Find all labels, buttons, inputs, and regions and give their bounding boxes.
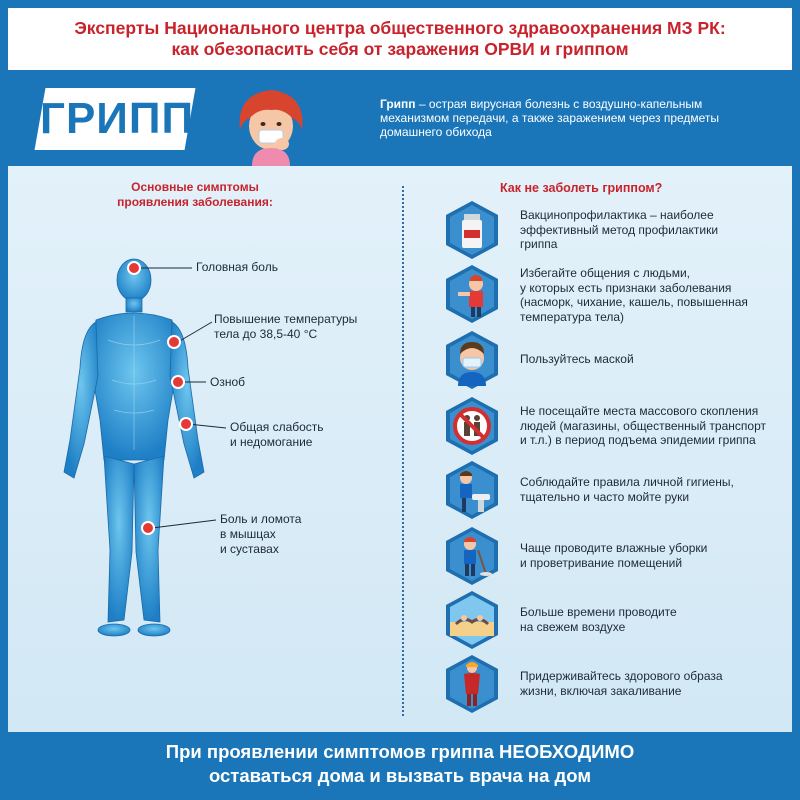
tip-8-line-1: Придерживайтесь здорового образа [520, 669, 723, 683]
column-divider [402, 186, 404, 716]
tip-2-line-2: у которых есть признаки заболевания [520, 280, 732, 295]
prevention-item [444, 200, 784, 264]
symptom-weakness [230, 420, 324, 450]
hand-washing-icon [444, 460, 500, 520]
symptom-weakness-line-1: Общая слабость [230, 420, 324, 434]
symptoms-title [80, 180, 310, 210]
poster-header [8, 8, 792, 70]
symptom-headache [196, 260, 278, 275]
tip-5-line-1: Соблюдайте правила личной гигиены, [520, 475, 734, 489]
header-line-2: как обезопасить себя от заражения ОРВИ и гриппом [171, 39, 629, 59]
cleaning-icon [444, 526, 500, 586]
symptom-joint-pain-line-1: Боль и ломота [220, 512, 302, 526]
symptom-fever-line-1: Повышение температуры [214, 312, 358, 326]
symptom-headache-text: Головная боль [196, 260, 278, 274]
prevention-item [444, 654, 784, 718]
prevention-item [444, 526, 784, 590]
flu-title-box [35, 88, 196, 150]
flu-definition [380, 97, 750, 139]
symptom-chills-text: Озноб [210, 375, 246, 389]
tip-3-line-1: Пользуйтесь маской [520, 352, 634, 366]
symptom-joint-pain [220, 512, 301, 557]
tip-4-line-2: людей (магазины, общественный транспорт [520, 418, 766, 433]
symptom-fever [214, 312, 357, 342]
tip-7-line-1: Больше времени проводите [520, 605, 677, 619]
human-body-figure [52, 250, 222, 650]
tip-1-line-1: Вакцинопрофилактика – наиболее [520, 208, 714, 222]
tip-4-line-3: и т.л.) в период подъема эпидемии гриппа [520, 433, 756, 447]
prevention-item [444, 460, 784, 524]
footer-notice [0, 732, 800, 800]
tip-6-line-2: и проветривание помещений [520, 555, 683, 570]
prevention-item [444, 330, 784, 394]
prevention-title: Как не заболеть гриппом? [500, 181, 663, 195]
tip-1-line-3: гриппа [520, 237, 558, 251]
sick-person-avoid-icon [444, 264, 500, 324]
sick-girl-icon [228, 80, 314, 166]
vaccine-bottle-icon [444, 200, 500, 260]
tip-6-line-1: Чаще проводите влажные уборки [520, 541, 708, 555]
tip-4-line-1: Не посещайте места массового скопления [520, 404, 759, 418]
healthy-lifestyle-icon [444, 654, 500, 714]
no-crowds-icon [444, 396, 500, 456]
face-mask-icon [444, 330, 500, 390]
tip-8-line-2: жизни, включая закаливание [520, 683, 682, 698]
tip-2-line-4: температура тела) [520, 309, 625, 324]
symptom-joint-pain-line-3: и суставах [220, 542, 279, 556]
prevention-item [444, 590, 784, 654]
symptom-chills [210, 375, 245, 390]
prevention-item [444, 396, 784, 460]
symptom-weakness-line-2: и недомогание [230, 435, 313, 449]
fresh-air-icon [444, 590, 500, 650]
prevention-item [444, 264, 784, 328]
definition-text: – острая вирусная болезнь с воздушно-капельным механизмом передачи, а также заражением через предметы домашнего обихода [380, 97, 720, 139]
flu-title: ГРИПП [40, 94, 195, 143]
tip-5-line-2: тщательно и часто мойте руки [520, 489, 690, 504]
tip-7-line-2: на свежем воздухе [520, 619, 626, 634]
symptoms-title-line-2: проявления заболевания: [117, 195, 273, 209]
tip-1-line-2: эффективный метод профилактики [520, 222, 719, 237]
tip-2-line-3: (насморк, чихание, кашель, повышенная [520, 295, 748, 309]
footer-line-2: оставаться дома и вызвать врача на дом [208, 765, 592, 786]
symptoms-title-line-1: Основные симптомы [131, 180, 259, 194]
symptom-fever-line-2: тела до 38,5-40 °С [214, 327, 318, 341]
footer-line-1: При проявлении симптомов гриппа НЕОБХОДИМО [165, 741, 635, 762]
header-line-1: Эксперты Национального центра общественного здравоохранения МЗ РК: [74, 18, 726, 38]
definition-term: Грипп [380, 97, 416, 111]
tip-2-line-1: Избегайте общения с людьми, [520, 266, 690, 280]
symptom-joint-pain-line-2: в мышцах [220, 527, 276, 541]
